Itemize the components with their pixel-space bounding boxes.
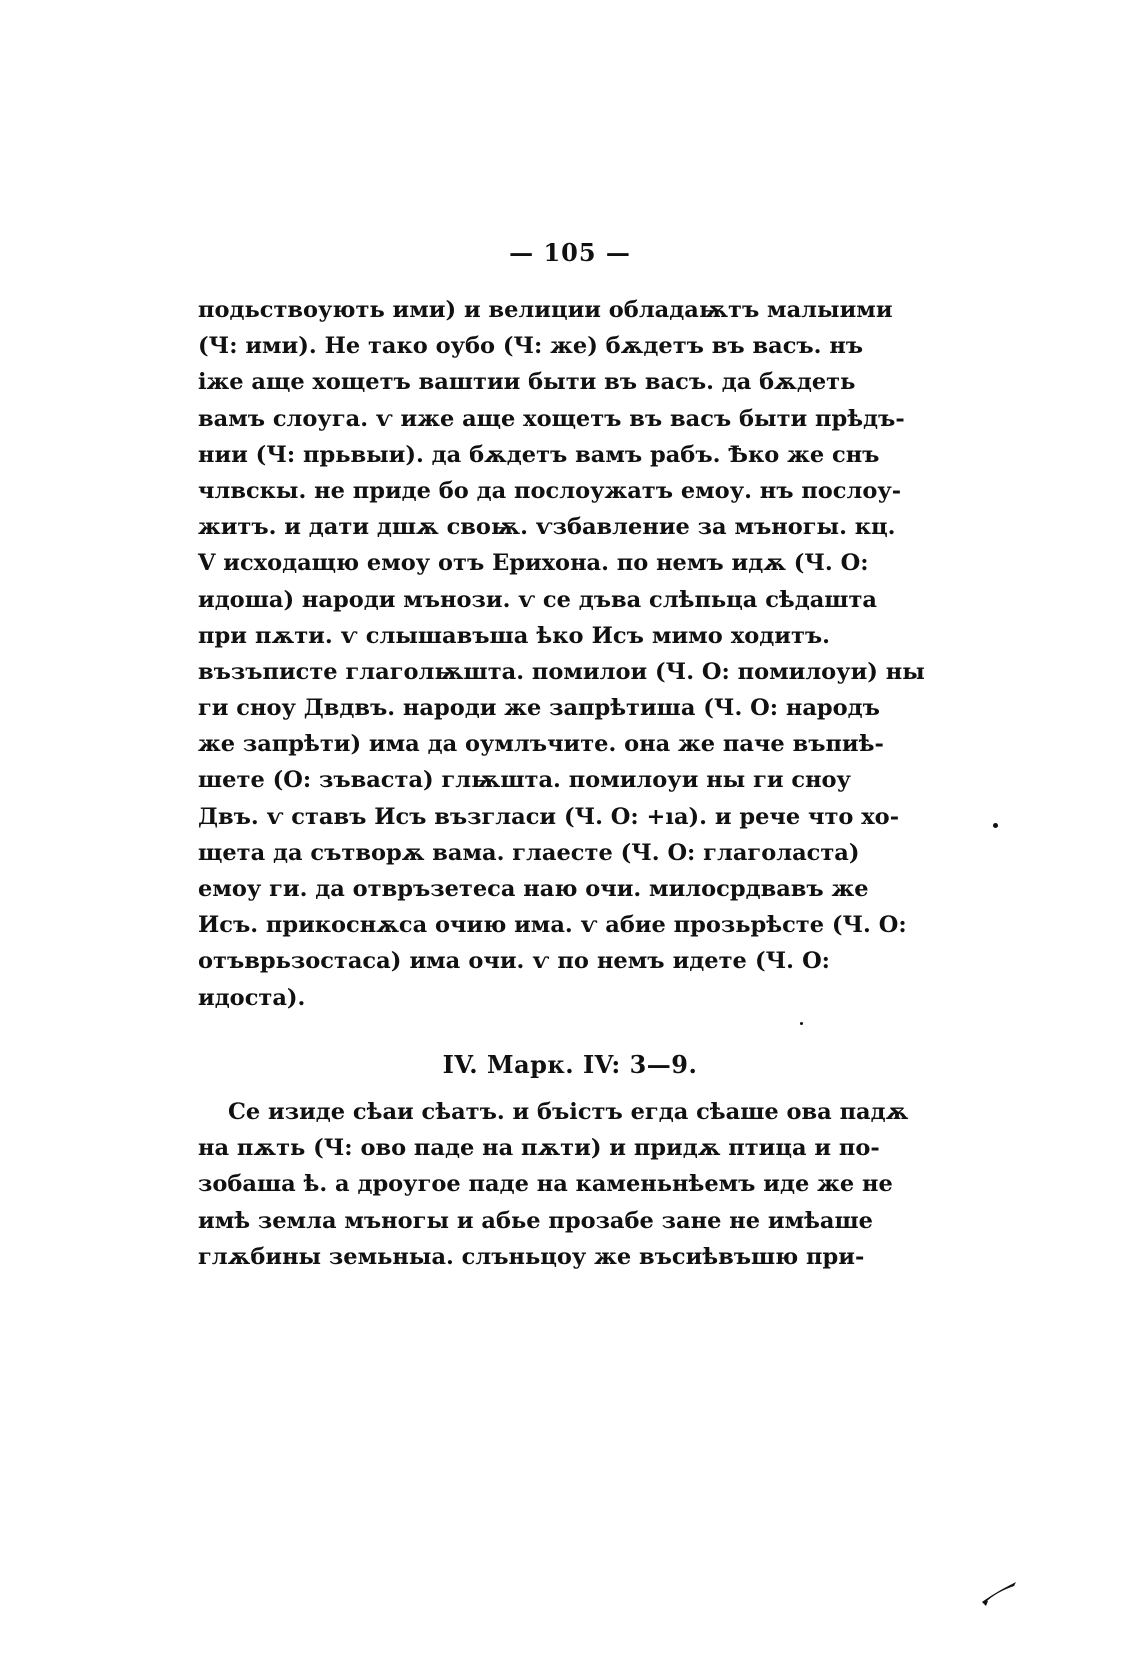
text-line: глѫбины земьныа. слъньцоу же въсиѣвъшю при- bbox=[198, 1243, 865, 1270]
text-line: V исходащю емоу отъ Ерихона. по немъ идѫ (Ч. О: bbox=[198, 550, 869, 577]
text-line: подьствоують ими) и велиции обладаѭтъ малыими bbox=[198, 297, 893, 323]
text-line: (Ч: ими). Не тако оубо (Ч: же) бѫдетъ въ васъ. нъ bbox=[198, 333, 864, 360]
pen-stroke-mark-icon bbox=[980, 1578, 1020, 1608]
page-number: — 105 — bbox=[509, 238, 631, 267]
text-line: идоста). bbox=[198, 984, 306, 1011]
stray-ink-dot bbox=[800, 1022, 803, 1025]
text-line: нии (Ч: прьвыи). да бѫдетъ вамъ рабъ. Ѣко же снъ bbox=[198, 441, 880, 468]
text-line: Се изиде сѣаи сѣатъ. и бъістъ егда сѣаше ова падѫ bbox=[228, 1099, 909, 1125]
main-text-block bbox=[198, 292, 925, 1016]
text-line: члвскы. не приде бо да послоужатъ емоу. нъ послоу- bbox=[198, 477, 902, 504]
text-line: отъврьзостаса) има очи. ѵ по немъ идете (Ч. О: bbox=[198, 948, 830, 975]
stray-ink-dot bbox=[993, 823, 998, 828]
text-line: имѣ земла мъногы и абье прозабе зане не имѣаше bbox=[198, 1207, 873, 1234]
text-line: житъ. и дати дшѫ своѭ. ѵзбавление за мъногы. кц. bbox=[198, 514, 896, 541]
text-line: щета да сътворѫ вама. глаесте (Ч. О: глаголаста) bbox=[198, 839, 860, 866]
text-line: възъписте глаголѭшта. помилои (Ч. О: помилоуи) ны bbox=[198, 658, 925, 685]
section-heading: IV. Марк. IV: 3—9. bbox=[442, 1050, 698, 1079]
second-text-block bbox=[198, 1094, 909, 1275]
text-line: зобаша ѣ. а дроугое паде на каменьнѣемъ иде же не bbox=[198, 1171, 893, 1198]
text-line: емоу ги. да отвръзетеса наю очи. милосрдвавъ же bbox=[198, 876, 869, 902]
text-line: шете (О: зъваста) глѭшта. помилоуи ны ги сноу bbox=[198, 767, 851, 794]
text-line: на пѫть (Ч: ово паде на пѫти) и придѫ птица и по- bbox=[198, 1135, 880, 1162]
text-line: же запрѣти) има да оумлъчите. она же паче въпиѣ- bbox=[198, 731, 884, 758]
text-line: Двъ. ѵ ставъ Исъ възгласи (Ч. О: +ıa). и рече что хо- bbox=[198, 803, 900, 830]
text-line: при пѫти. ѵ слышавъша ѣко Исъ мимо ходитъ. bbox=[198, 622, 830, 649]
text-line: идоша) народи мънози. ѵ се дъва слѣпьца сѣдашта bbox=[198, 586, 878, 613]
text-line: Исъ. прикоснѫса очию има. ѵ абие прозьрѣсте (Ч. О: bbox=[198, 912, 907, 939]
text-line: ги сноу Двдвъ. народи же запрѣтиша (Ч. О: народъ bbox=[198, 695, 880, 722]
text-line: вамъ слоуга. ѵ иже аще хощетъ въ васъ быти прѣдъ- bbox=[198, 405, 905, 432]
text-line: іже аще хощетъ ваштии быти въ васъ. да бѫдеть bbox=[198, 369, 856, 396]
